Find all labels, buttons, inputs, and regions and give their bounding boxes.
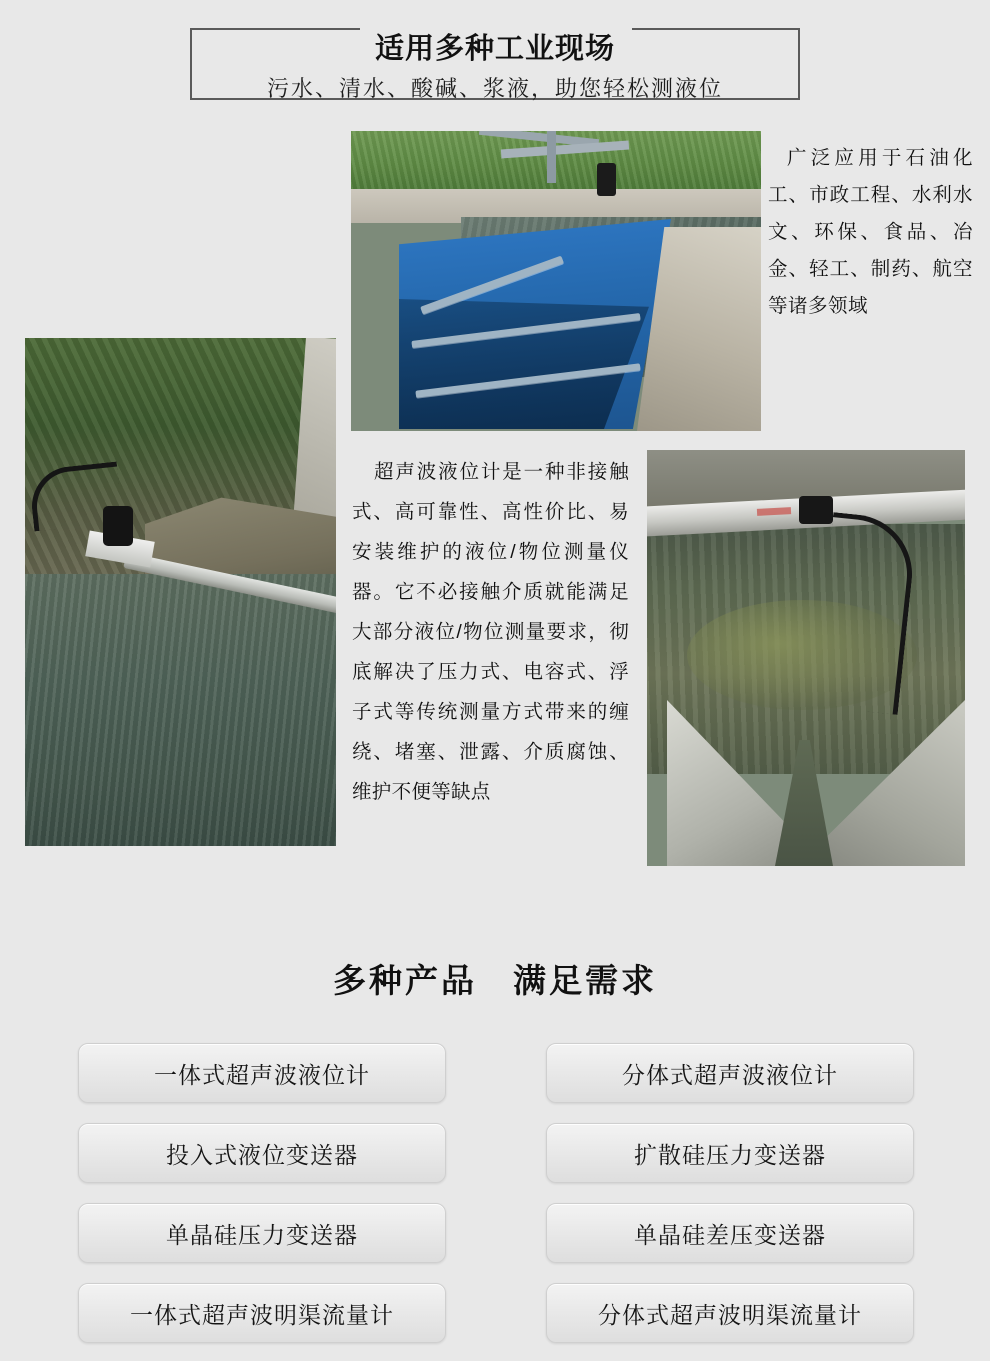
header-banner (0, 0, 990, 118)
page-subtitle: 污水、清水、酸碱、浆液，助您轻松测液位 (266, 76, 723, 101)
ultrasonic-sensor-icon (597, 163, 616, 196)
page-title: 适用多种工业现场 (374, 33, 615, 65)
ultrasonic-sensor-icon (799, 496, 833, 524)
product-item-integrated-ultrasonic-open-channel-flowmeter[interactable]: 一体式超声波明渠流量计 (78, 1283, 446, 1343)
photo-open-channel-weir (351, 131, 761, 431)
support-post (547, 131, 556, 183)
product-item-monocrystalline-silicon-pressure-transmitter[interactable]: 单晶硅压力变送器 (78, 1203, 446, 1263)
photo-v-notch-flume (647, 450, 965, 866)
product-item-monocrystalline-silicon-differential-pressure-transmitter[interactable]: 单晶硅差压变送器 (546, 1203, 914, 1263)
product-item-split-ultrasonic-level-meter[interactable]: 分体式超声波液位计 (546, 1043, 914, 1103)
river-water (25, 574, 336, 846)
product-description-text: 超声波液位计是一种非接触式、高可靠性、高性价比、易安装维护的液位/物位测量仪器。它不必接触介质就能满足大部分液位/物位测量要求，彻底解决了压力式、电容式、浮子式等传统测量方式带来的缠绕、堵塞、泄露、介质腐蚀、维护不便等缺点 (352, 461, 629, 803)
product-item-integrated-ultrasonic-level-meter[interactable]: 一体式超声波液位计 (78, 1043, 446, 1103)
product-item-submersible-level-transmitter[interactable]: 投入式液位变送器 (78, 1123, 446, 1183)
application-fields-text: 广泛应用于石油化工、市政工程、水利水文、环保、食品、冶金、轻工、制药、航空等诸多领域 (768, 147, 973, 317)
product-item-diffused-silicon-pressure-transmitter[interactable]: 扩散硅压力变送器 (546, 1123, 914, 1183)
product-list (78, 1043, 914, 1343)
products-section-title: 多种产品 满足需求 (333, 962, 657, 999)
product-item-split-ultrasonic-open-channel-flowmeter[interactable]: 分体式超声波明渠流量计 (546, 1283, 914, 1343)
photo-river-bank-installation (25, 338, 336, 846)
